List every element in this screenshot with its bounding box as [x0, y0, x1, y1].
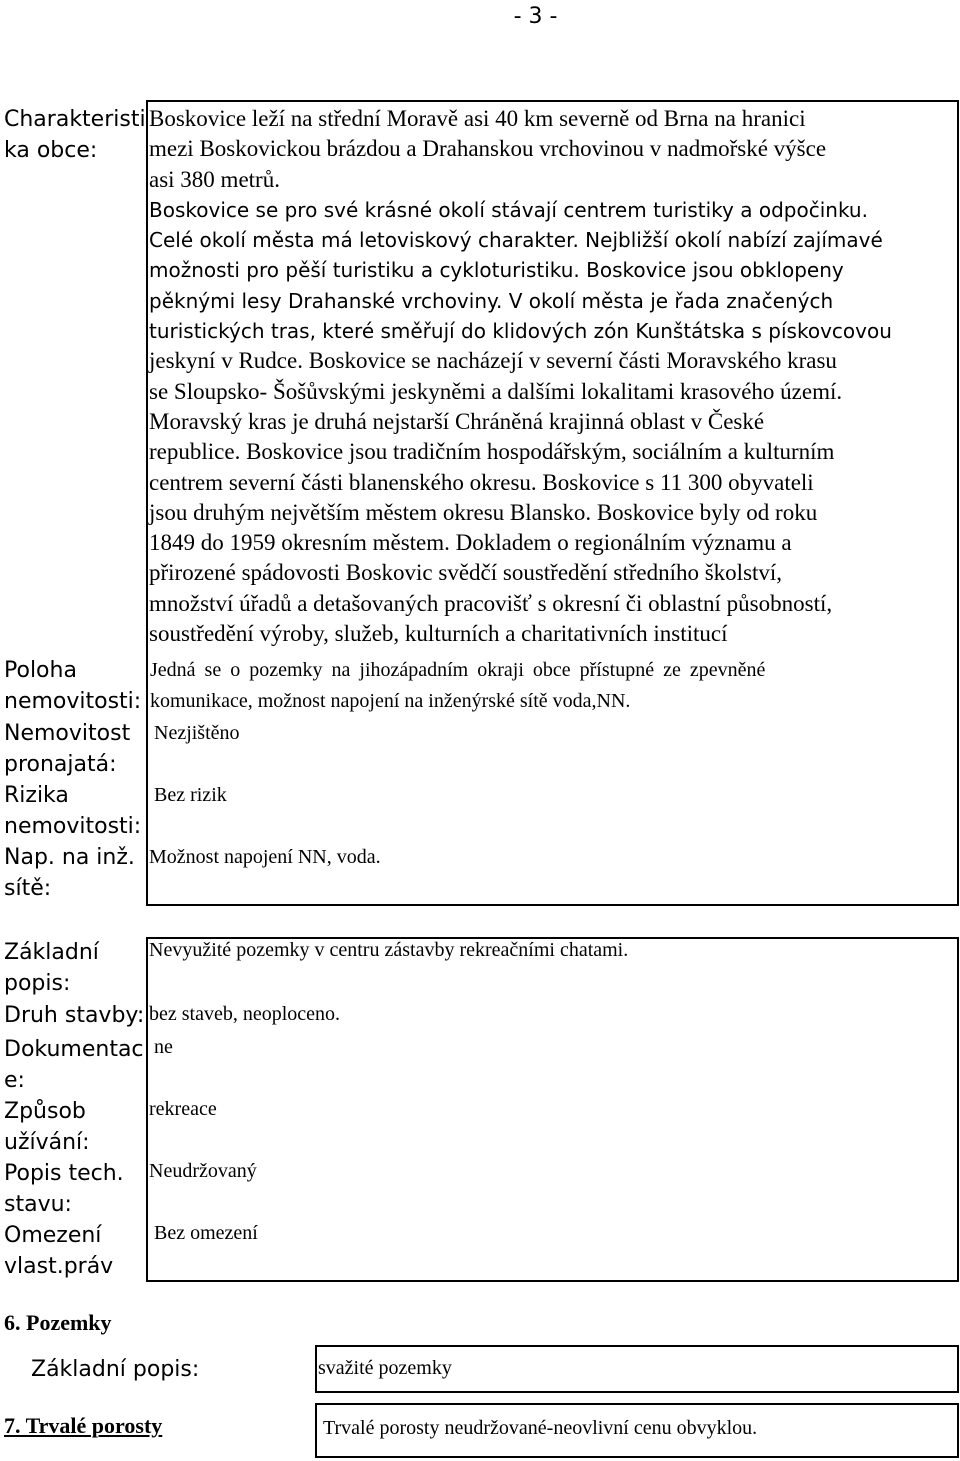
char-line: jsou druhým největším městem okresu Blansko. Boskovice byly od roku	[149, 499, 818, 525]
char-line: Celé okolí města má letoviskový charakter. Nejbližší okolí nabízí zajímavé	[149, 228, 883, 253]
char-line: 1849 do 1959 okresním městem. Dokladem o regionálním významu a	[149, 530, 792, 556]
page-number: - 3 -	[513, 4, 558, 29]
location-label: Poloha nemovitosti:	[4, 658, 142, 714]
char-line: jeskyní v Rudce. Boskovice se nacházejí v severní části Moravského krasu	[149, 348, 837, 374]
char-line: možnosti pro pěší turistiku a cykloturistiku. Boskovice jsou obklopeny	[149, 258, 844, 283]
basic-description-value: Nevyužité pozemky v centru zástavby rekreačními chatami.	[149, 939, 629, 961]
documentation-label: Dokumentac e:	[4, 1037, 144, 1093]
char-line: množství úřadů a detašovaných pracovišť s okresní či oblastní působností,	[149, 590, 833, 616]
location-value: Jedná se o pozemky na jihozápadním okraji obce přístupné ze zpevněné komunikace, možnost napojení na inženýrské sítě voda,NN.	[150, 659, 766, 712]
characteristics-text	[149, 104, 957, 649]
char-line: Moravský kras je druhá nejstarší Chráněná krajinná oblast v České	[149, 408, 765, 434]
char-line: soustředění výroby, služeb, kulturních a charitativních institucí	[149, 621, 728, 647]
risks-value: Bez rizik	[154, 784, 227, 806]
char-line: Boskovice leží na střední Moravě asi 40 km severně od Brna na hranici	[149, 106, 806, 131]
characteristics-label: Charakteristi ka obce:	[4, 107, 146, 163]
char-line: republice. Boskovice jsou tradičním hospodářským, sociálním a kulturním	[149, 439, 835, 465]
char-line: turistických tras, které směřují do klidových zón Kunštátska s pískovcovou	[149, 319, 892, 344]
section-7-value: Trvalé porosty neudržované-neovlivní cenu obvyklou.	[323, 1417, 758, 1439]
building-type-label: Druh stavby:	[4, 1003, 145, 1028]
building-type-value: bez staveb, neoploceno.	[149, 1003, 341, 1025]
description-box	[146, 937, 959, 1282]
section-6-label: Základní popis:	[31, 1357, 200, 1382]
utilities-label: Nap. na inž. sítě:	[4, 845, 135, 901]
usage-label: Způsob užívání:	[4, 1099, 90, 1155]
char-line: se Sloupsko- Šošůvskými jeskyněmi a dalšími lokalitami krasového území.	[149, 378, 843, 404]
char-line: asi 380 metrů.	[149, 166, 280, 192]
char-line: centrem severní části blanenského okresu. Boskovice s 11 300 obyvateli	[149, 469, 814, 495]
property-info-box-bottom	[146, 904, 959, 906]
char-line: mezi Boskovickou brázdou a Drahanskou vrchovinou v nadmořské výšce	[149, 136, 827, 162]
technical-state-label: Popis tech. stavu:	[4, 1161, 124, 1217]
section-6-value: svažité pozemky	[318, 1357, 452, 1379]
documentation-value: ne	[154, 1036, 173, 1058]
utilities-value: Možnost napojení NN, voda.	[149, 846, 381, 868]
basic-description-label: Základní popis:	[4, 940, 99, 996]
char-line: pěknými lesy Drahanské vrchoviny. V okolí města je řada značených	[149, 288, 834, 313]
risks-label: Rizika nemovitosti:	[4, 783, 142, 839]
char-line: Boskovice se pro své krásné okolí stávají centrem turistiky a odpočinku.	[149, 197, 868, 222]
restrictions-label: Omezení vlast.práv	[4, 1223, 114, 1279]
section-6-heading: 6. Pozemky	[4, 1310, 112, 1335]
lease-label: Nemovitost pronajatá:	[4, 721, 131, 777]
restrictions-value: Bez omezení	[154, 1222, 258, 1244]
char-line: přirozené spádovosti Boskovic svědčí soustředění středního školství,	[149, 560, 783, 586]
technical-state-value: Neudržovaný	[149, 1160, 257, 1182]
usage-value: rekreace	[149, 1098, 217, 1120]
section-7-heading: 7. Trvalé porosty	[4, 1413, 163, 1438]
lease-value: Nezjištěno	[154, 722, 240, 744]
